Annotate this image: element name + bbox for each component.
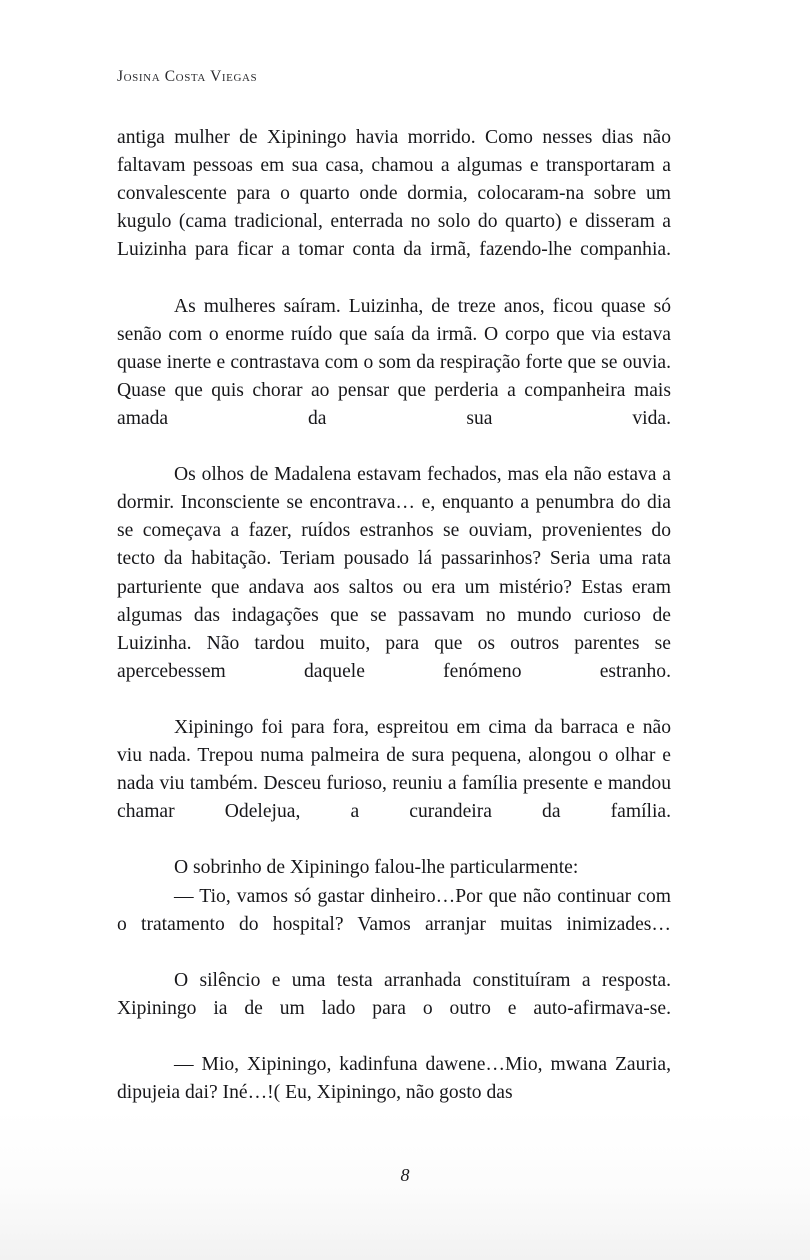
paragraph-7: O silêncio e uma testa arranhada constituíram a resposta. Xipiningo ia de um lado para o outro e auto-afirmava-se. <box>117 969 671 1019</box>
page-number: 8 <box>400 1165 410 1185</box>
paragraph-3: Os olhos de Madalena estavam fechados, mas ela não estava a dormir. Inconsciente se encontrava… e, enquanto a penumbra do dia se começava a fazer, ruídos estranhos se ouviam, provenientes do tecto da habitação. Teriam pousado lá passarinhos? Seria uma rata parturiente que andava aos saltos ou era um mistério? Estas eram algumas das indagações que se passavam no mundo curioso de Luizinha. Não tardou muito, para que os outros parentes se apercebessem daquele fenómeno estranho. <box>117 464 671 682</box>
paragraph-5: O sobrinho de Xipiningo falou-lhe particularmente: <box>174 857 579 879</box>
paragraph-4: Xipiningo foi para fora, espreitou em cima da barraca e não viu nada. Trepou numa palmeira de sura pequena, alongou o olhar e nada viu também. Desceu furioso, reuniu a família presente e mandou chamar Odelejua, a curandeira da família. <box>117 716 671 823</box>
running-head-author: Josina Costa Viegas <box>117 68 258 85</box>
paragraph-8: — Mio, Xipiningo, kadinfuna dawene…Mio, mwana Zauria, dipujeia dai? Iné…!( Eu, Xipiningo, não gosto das <box>117 1054 671 1104</box>
paragraph-6: — Tio, vamos só gastar dinheiro…Por que não continuar com o tratamento do hospital? Vamos arranjar muitas inimizades… <box>117 885 671 935</box>
paragraph-2: As mulheres saíram. Luizinha, de treze anos, ficou quase só senão com o enorme ruído que saía da irmã. O corpo que via estava quase inerte e contrastava com o som da respiração forte que se ouvia. Quase que quis chorar ao pensar que perderia a companheira mais amada da sua vida. <box>117 295 671 429</box>
paragraph-1: antiga mulher de Xipiningo havia morrido. Como nesses dias não faltavam pessoas em sua casa, chamou a algumas e transportaram a convalescente para o quarto onde dormia, colocaram-na sobre um kugulo (cama tradicional, enterrada no solo do quarto) e disseram a Luizinha para ficar a tomar conta da irmã, fazendo-lhe companhia. <box>117 127 671 261</box>
body-text-block <box>117 124 671 1107</box>
